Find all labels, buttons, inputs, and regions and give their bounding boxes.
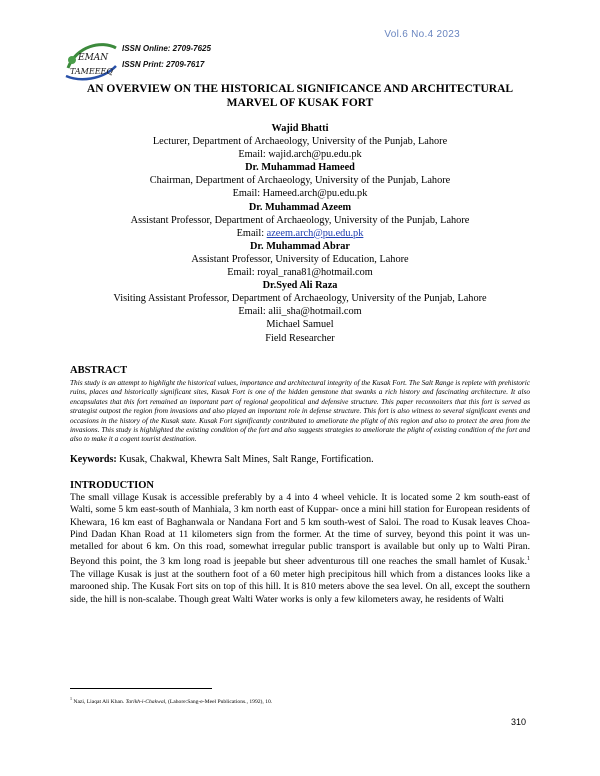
footnote-book-title: Tarikh-i-Chakwal xyxy=(125,698,166,705)
page-number: 310 xyxy=(511,717,527,727)
extra-author-role: Field Researcher xyxy=(265,332,335,344)
footnote-reference[interactable]: 1 xyxy=(527,556,530,563)
volume-issue: Vol.6 No.4 2023 xyxy=(384,29,460,40)
author-affiliation: Lecturer, Department of Archaeology, University of the Punjab, Lahore xyxy=(152,136,448,148)
email-label: Email: xyxy=(232,188,263,200)
intro-text-part2: The village Kusak is just at the southern foot of a 60 meter high precipitous hill which from a distances looks like a marooned ship. The Kusak Fort sits on top of this hill. It is 810 meters above the sea level. On all, except the southern side, the hill is non-scalabe. Though great Walti Water works is only a few kilometers away, he residents of Walti xyxy=(70,568,530,605)
abstract-heading: ABSTRACT xyxy=(70,365,128,376)
author-name: Dr. Muhammad Abrar xyxy=(249,240,351,252)
issn-print: ISSN Print: 2709-7617 xyxy=(122,60,205,69)
author-affiliation: Assistant Professor, Department of Archaeology, University of the Punjab, Lahore xyxy=(130,214,470,226)
email-label: Email: xyxy=(236,227,267,239)
logo-text-bottom: TAMEEEQ xyxy=(70,67,113,76)
introduction-heading: INTRODUCTION xyxy=(70,480,155,491)
issn-online: ISSN Online: 2709-7625 xyxy=(122,44,211,53)
keywords-text: Kusak, Chakwal, Khewra Salt Mines, Salt Range, Fortification. xyxy=(116,454,374,465)
footnote-text-part1: Nazi, Liaqat Ali Khan. xyxy=(72,698,126,705)
logo-text-top: EMAN xyxy=(78,53,109,63)
author-name: Wajid Bhatti xyxy=(271,123,329,134)
email-label: Email: xyxy=(238,149,269,161)
author-email-link[interactable]: azeem.arch@pu.edu.pk xyxy=(266,227,364,239)
author-email-line xyxy=(60,305,540,318)
footnote xyxy=(70,696,272,705)
author-email: wajid.arch@pu.edu.pk xyxy=(268,149,362,161)
title-line-1: AN OVERVIEW ON THE HISTORICAL SIGNIFICANCE AND ARCHITECTURAL xyxy=(86,83,514,95)
intro-text-part1: The small village Kusak is accessible preferably by a 4 into 4 wheel vehicle. It is located some 2 km south-east of Walti, some 5 km east-south of Manhiala, 3 km north east of Kuppar- once a mini hill station for European residents of Khewara, 16 km east of Baghanwala or Nandana Fort and 5 km south-west of Saloi. The road to Kusak leaves Choa-Pind Dadan Khan Road at 11 kilometers sign from the former. At the time of survey, beyond this point it was un-metalled for about 6 km. On this road, somewhat irregular public transport is available but only up to Walti Piran. Beyond this point, the 3 km long road is jeepable but sheer adventurous till one reaches the small hamlet of Kusak. xyxy=(70,492,530,568)
author-email-line xyxy=(60,187,540,200)
author-email-line xyxy=(60,266,540,279)
author-affiliation: Assistant Professor, University of Education, Lahore xyxy=(191,253,409,265)
keywords-line xyxy=(70,454,530,465)
author-block xyxy=(60,122,540,345)
author-name: Dr.Syed Ali Raza xyxy=(262,280,338,292)
journal-logo xyxy=(62,38,120,86)
author-email-line xyxy=(60,148,540,161)
introduction-text xyxy=(70,492,530,606)
footnote-number: 1 xyxy=(70,696,72,701)
abstract-text: This study is an attempt to highlight the historical values, importance and architectural integrity of the Kusak Fort. The Salt Range is replete with prehistoric ruins, places and historically significant sites, Kusak Fort is one of the hidden gemstone that swanks a rich history and fascinating architecture. It also encapsulates that this fort remained an important part of regional geopolitical and defensive structure. This paper reconnoiters that this fort is served as strategist outpost the region from invasions and also played an important role in defense structure. This fort is also witness to several significant events and occasions in the history of the Kusak state. Kusak Fort significantly contributed to ameliorate the plight of this region and also to protect the area from the invasions. This study is highlighted the existing condition of the fort and also suggests strategies to ameliorate the plight of existing condition of the fort and also to make it a cogent tourist destination. xyxy=(70,378,530,444)
email-label: Email: xyxy=(227,267,258,279)
footnote-text-part2: , (Lahore:Sang-e-Meel Publications., 1992), 10. xyxy=(165,698,273,705)
email-label: Email: xyxy=(238,306,269,318)
footnote-divider xyxy=(70,688,212,689)
author-name: Dr. Muhammad Azeem xyxy=(248,201,352,213)
author-email: royal_rana81@hotmail.com xyxy=(257,267,373,279)
paper-title xyxy=(60,82,540,110)
extra-author-name: Michael Samuel xyxy=(266,319,334,331)
author-name: Dr. Muhammad Hameed xyxy=(245,162,355,174)
author-affiliation: Chairman, Department of Archaeology, University of the Punjab, Lahore xyxy=(149,175,451,187)
author-affiliation: Visiting Assistant Professor, Department of Archaeology, University of the Punjab, Lahore xyxy=(113,293,487,305)
author-email: alii_sha@hotmail.com xyxy=(268,306,362,318)
author-email-line xyxy=(60,227,540,240)
author-email: Hameed.arch@pu.edu.pk xyxy=(262,188,368,200)
keywords-label: Keywords: xyxy=(70,454,117,465)
title-line-2: MARVEL OF KUSAK FORT xyxy=(226,97,374,109)
